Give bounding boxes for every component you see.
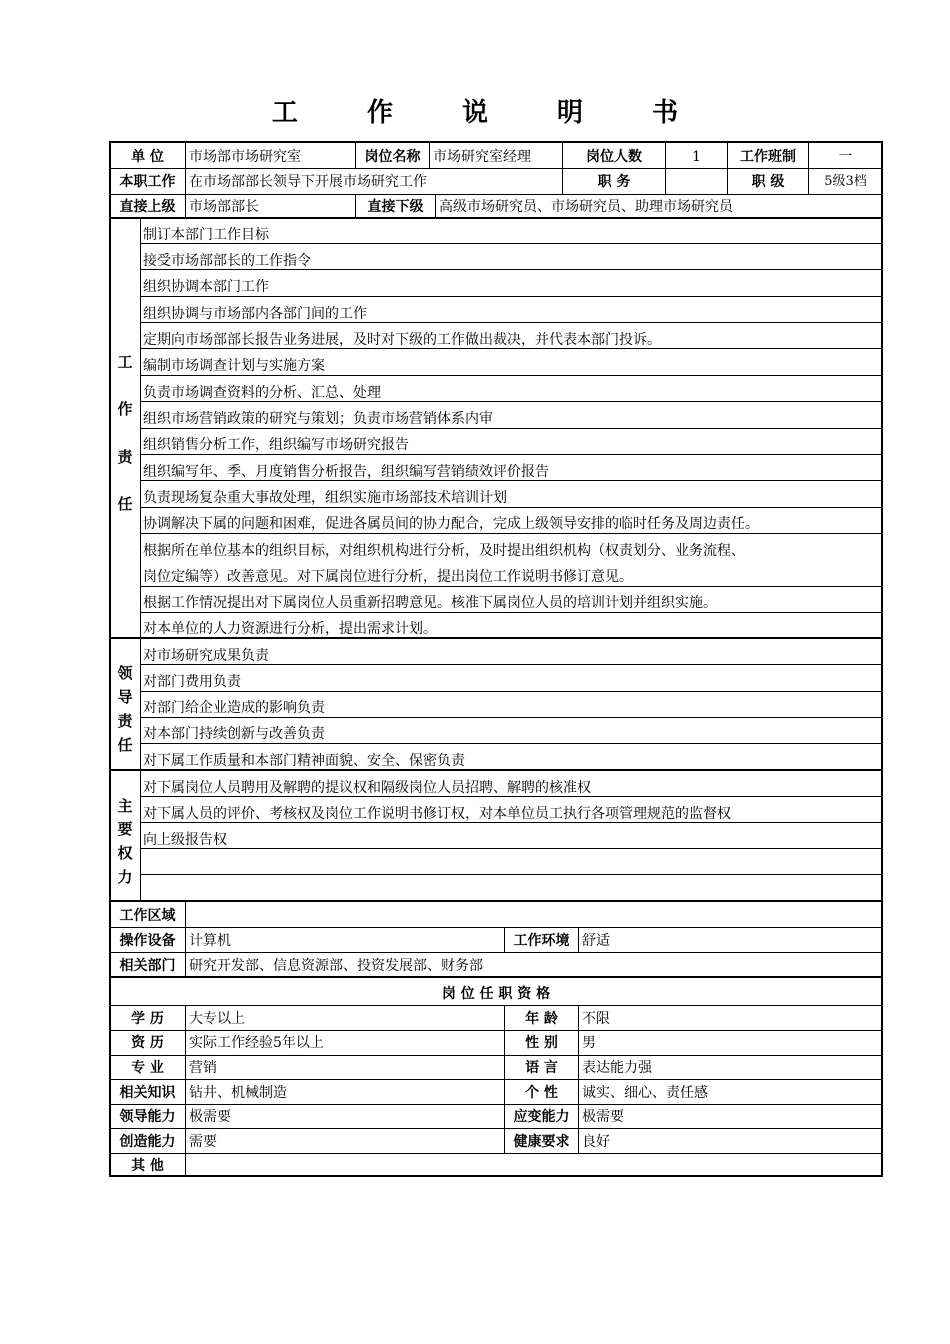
equipment-label: 操作设备 bbox=[119, 933, 176, 949]
power-label-1: 主 bbox=[117, 797, 133, 815]
shift-label: 工作班制 bbox=[740, 149, 796, 165]
qual-right-label: 应变能力 bbox=[513, 1109, 570, 1125]
related-depts-label: 相关部门 bbox=[119, 958, 176, 974]
power-label-2: 要 bbox=[117, 820, 133, 838]
qual-left-value: 实际工作经验5年以上 bbox=[189, 1035, 324, 1051]
qual-right-value: 不限 bbox=[582, 1011, 610, 1027]
work-duty-label-2: 作 bbox=[117, 400, 133, 418]
work-duty-item: 组织市场营销政策的研究与策划；负责市场营销体系内审 bbox=[143, 411, 493, 427]
work-duty-item: 组织编写年、季、月度销售分析报告，组织编写营销绩效评价报告 bbox=[143, 464, 549, 480]
qual-right-value: 表达能力强 bbox=[582, 1060, 652, 1076]
qual-right-value: 男 bbox=[582, 1035, 596, 1051]
qual-right-label: 个 性 bbox=[525, 1085, 558, 1101]
qual-right-label: 年 龄 bbox=[525, 1011, 558, 1027]
grade-value: 5级3档 bbox=[824, 174, 867, 189]
other-label: 其 他 bbox=[131, 1158, 164, 1174]
lead-duty-item: 对市场研究成果负责 bbox=[143, 648, 269, 664]
qual-left-value: 大专以上 bbox=[189, 1011, 245, 1027]
qual-right-label: 健康要求 bbox=[513, 1134, 570, 1150]
work-duty-item: 编制市场调查计划与实施方案 bbox=[143, 358, 325, 374]
related-depts-value: 研究开发部、信息资源部、投资发展部、财务部 bbox=[189, 958, 483, 974]
qual-right-label: 语 言 bbox=[525, 1060, 558, 1076]
work-duty-item: 定期向市场部部长报告业务进展，及时对下级的工作做出裁决，并代表本部门投诉。 bbox=[143, 332, 661, 348]
work-duty-item: 负责现场复杂重大事故处理，组织实施市场部技术培训计划 bbox=[143, 490, 507, 506]
unit-label: 单 位 bbox=[131, 149, 164, 165]
power-label-4: 力 bbox=[117, 868, 133, 886]
work-duty-item: 对本单位的人力资源进行分析，提出需求计划。 bbox=[143, 621, 437, 637]
unit-value: 市场部市场研究室 bbox=[189, 149, 301, 165]
superior-label: 直接上级 bbox=[119, 199, 176, 215]
qual-left-value: 需要 bbox=[189, 1134, 217, 1150]
work-duty-item: 根据工作情况提出对下属岗位人员重新招聘意见。核准下属岗位人员的培训计划并组织实施。 bbox=[143, 595, 717, 611]
post-name-value: 市场研究室经理 bbox=[433, 149, 531, 165]
qual-right-value: 极需要 bbox=[582, 1109, 624, 1125]
work-duty-item: 根据所在单位基本的组织目标，对组织机构进行分析，及时提出组织机构（权责划分、业务流程、 bbox=[143, 543, 745, 559]
qualifications-header: 岗 位 任 职 资 格 bbox=[441, 986, 551, 1002]
lead-duty-item: 对部门给企业造成的影响负责 bbox=[143, 700, 325, 716]
duty-value: 在市场部部长领导下开展市场研究工作 bbox=[189, 174, 427, 190]
work-duty-item: 负责市场调查资料的分析、汇总、处理 bbox=[143, 385, 381, 401]
lead-duty-label-1: 领 bbox=[117, 664, 133, 682]
grade-label: 职 级 bbox=[751, 174, 785, 190]
work-duty-item: 接受市场部部长的工作指令 bbox=[143, 253, 311, 269]
superior-value: 市场部部长 bbox=[189, 199, 259, 215]
lead-duty-item: 对部门费用负责 bbox=[143, 674, 241, 690]
lead-duty-label-3: 责 bbox=[117, 712, 133, 730]
power-item: 对下属人员的评价、考核权及岗位工作说明书修订权，对本单位员工执行各项管理规范的监督权 bbox=[143, 806, 731, 822]
lead-duty-item: 对下属工作质量和本部门精神面貌、安全、保密负责 bbox=[143, 753, 465, 769]
equipment-value: 计算机 bbox=[189, 933, 231, 949]
qual-right-label: 性 别 bbox=[525, 1035, 558, 1051]
subordinate-value: 高级市场研究员、市场研究员、助理市场研究员 bbox=[439, 199, 733, 215]
work-duty-item: 组织销售分析工作，组织编写市场研究报告 bbox=[143, 437, 409, 453]
qual-left-label: 专 业 bbox=[131, 1060, 164, 1076]
work-duty-item: 组织协调本部门工作 bbox=[143, 279, 269, 295]
subordinate-label: 直接下级 bbox=[367, 199, 424, 215]
qual-right-value: 诚实、细心、责任感 bbox=[582, 1085, 708, 1101]
lead-duty-item: 对本部门持续创新与改善负责 bbox=[143, 726, 325, 742]
work-duty-item: 组织协调与市场部内各部门间的工作 bbox=[143, 306, 367, 322]
power-item: 对下属岗位人员聘用及解聘的提议权和隔级岗位人员招聘、解聘的核准权 bbox=[143, 780, 591, 796]
document-title: 工 作 说 明 书 bbox=[271, 98, 709, 128]
work-duty-label-3: 责 bbox=[117, 448, 133, 466]
qual-left-label: 学 历 bbox=[131, 1011, 164, 1027]
work-duty-item: 协调解决下属的问题和困难，促进各属员间的协力配合，完成上级领导安排的临时任务及周边责任。 bbox=[143, 516, 759, 532]
headcount-label: 岗位人数 bbox=[586, 149, 642, 165]
position-label: 职 务 bbox=[597, 174, 631, 190]
work-area-label: 工作区域 bbox=[119, 908, 176, 924]
power-item: 向上级报告权 bbox=[143, 832, 227, 848]
post-name-label: 岗位名称 bbox=[364, 149, 421, 165]
lead-duty-label-4: 任 bbox=[117, 736, 133, 754]
qual-left-value: 营销 bbox=[189, 1060, 217, 1076]
environment-label: 工作环境 bbox=[513, 933, 570, 949]
environment-value: 舒适 bbox=[582, 933, 610, 949]
lead-duty-label-2: 导 bbox=[117, 688, 133, 706]
qual-left-label: 创造能力 bbox=[119, 1134, 176, 1150]
work-duty-label-1: 工 bbox=[117, 353, 133, 371]
qual-left-label: 资 历 bbox=[131, 1035, 164, 1051]
power-label-3: 权 bbox=[117, 844, 133, 862]
work-duty-label-4: 任 bbox=[117, 495, 133, 513]
work-duty-item: 制订本部门工作目标 bbox=[143, 227, 269, 243]
shift-value: 一 bbox=[838, 149, 853, 165]
qual-left-value: 极需要 bbox=[189, 1109, 231, 1125]
duty-label: 本职工作 bbox=[119, 174, 176, 190]
qual-right-value: 良好 bbox=[582, 1134, 610, 1150]
qual-left-label: 领导能力 bbox=[119, 1109, 176, 1125]
work-duty-item: 岗位定编等）改善意见。对下属岗位进行分析，提出岗位工作说明书修订意见。 bbox=[143, 569, 633, 585]
qual-left-value: 钻井、机械制造 bbox=[189, 1085, 287, 1101]
qual-left-label: 相关知识 bbox=[119, 1085, 176, 1101]
headcount-value: 1 bbox=[692, 149, 701, 165]
